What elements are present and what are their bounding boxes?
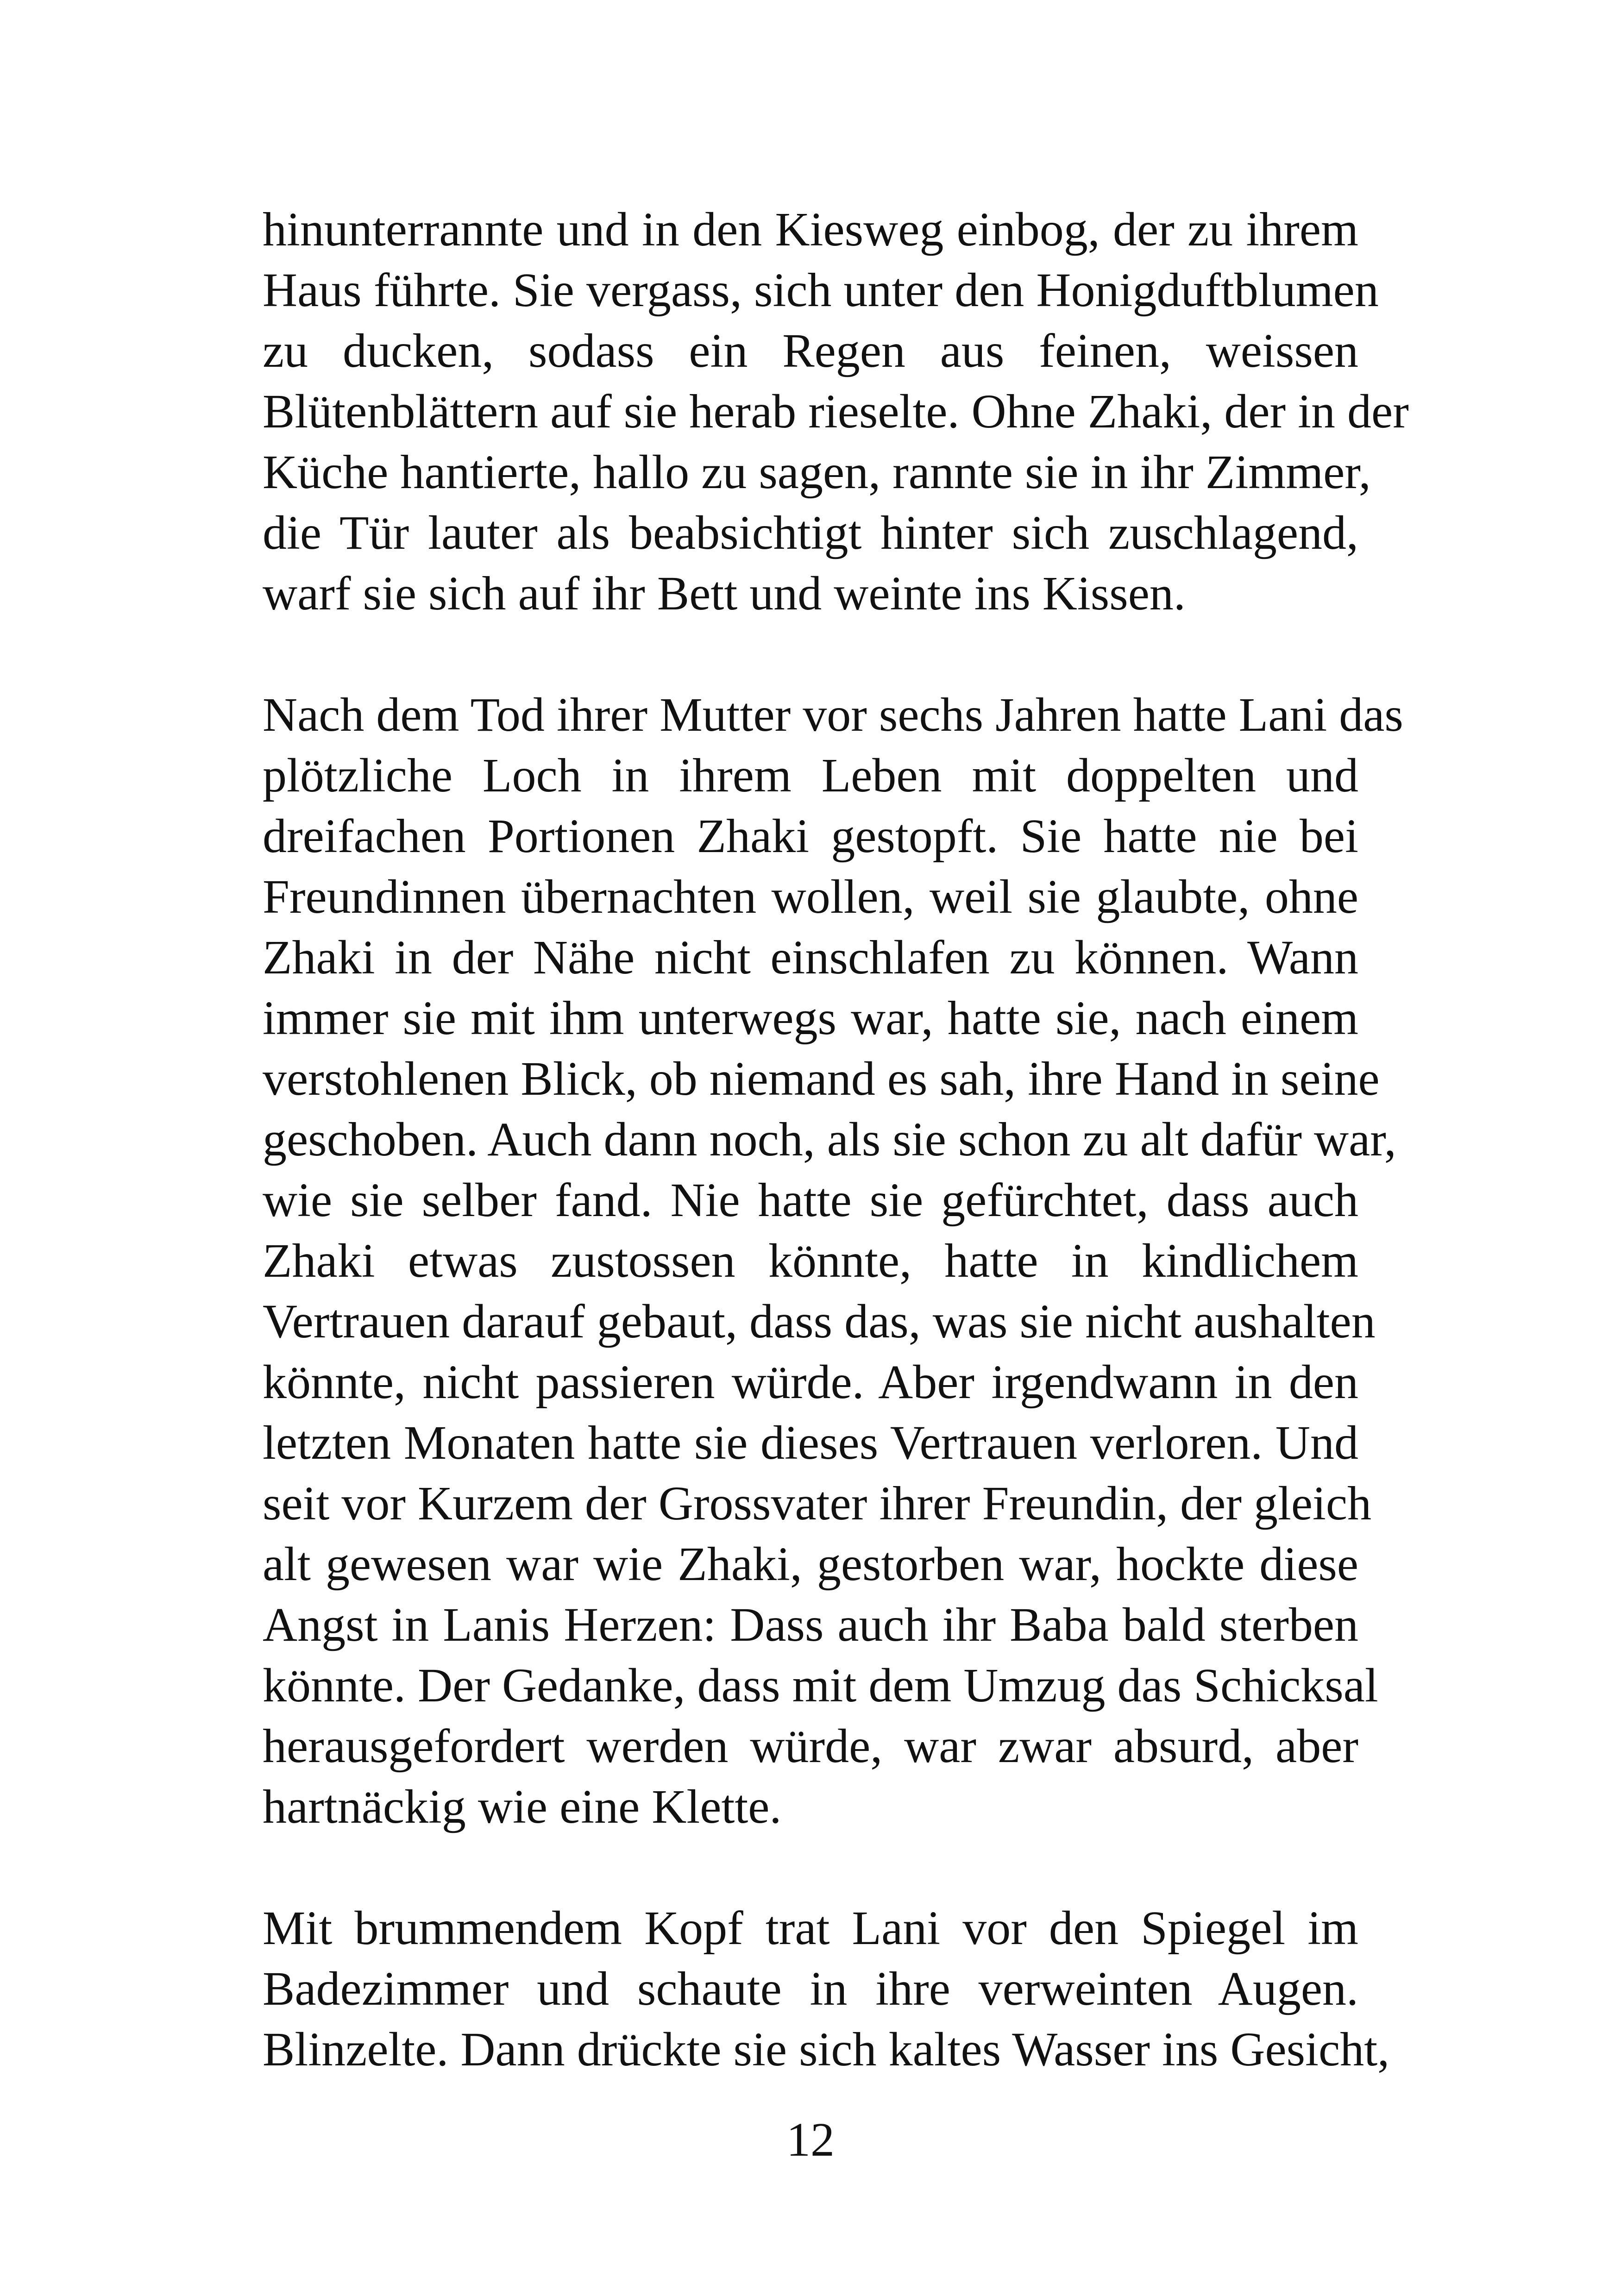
- text-line: hartnäckig wie eine Klette.: [263, 1780, 782, 1833]
- text-line: könnte. Der Gedanke, dass mit dem Umzug das Schicksal: [263, 1659, 1378, 1712]
- text-line: dreifachen Portionen Zhaki gestopft. Sie hatte nie bei: [263, 809, 1358, 863]
- text-line: Blütenblättern auf sie herab rieselte. Ohne Zhaki, der in der: [263, 385, 1409, 438]
- text-line: Nach dem Tod ihrer Mutter vor sechs Jahren hatte Lani das: [263, 688, 1403, 741]
- text-line: Haus führte. Sie vergass, sich unter den Honigduftblumen: [263, 263, 1379, 317]
- paragraph-1: [263, 199, 1409, 624]
- paragraph-gap: [263, 624, 1358, 684]
- text-line: Freundinnen übernachten wollen, weil sie glaubte, ohne: [263, 870, 1358, 923]
- text-line: Küche hantierte, hallo zu sagen, rannte sie in ihr Zimmer,: [263, 445, 1371, 499]
- text-line: Zhaki in der Nähe nicht einschlafen zu können. Wann: [263, 931, 1358, 984]
- text-line: Badezimmer und schaute in ihre verweinten Augen.: [263, 1962, 1358, 2015]
- text-line: Mit brummendem Kopf trat Lani vor den Spiegel im: [263, 1901, 1358, 1955]
- text-line: hinunterrannte und in den Kiesweg einbog, der zu ihrem: [263, 203, 1358, 256]
- paragraph-2: [263, 684, 1403, 1837]
- text-line: immer sie mit ihm unterwegs war, hatte sie, nach einem: [263, 991, 1358, 1045]
- text-line: seit vor Kurzem der Grossvater ihrer Freundin, der gleich: [263, 1477, 1372, 1530]
- paragraph-gap: [263, 1837, 1358, 1898]
- paragraph-3: [263, 1898, 1390, 2080]
- text-line: Vertrauen darauf gebaut, dass das, was sie nicht aushalten: [263, 1295, 1376, 1348]
- text-line: könnte, nicht passieren würde. Aber irgendwann in den: [263, 1355, 1358, 1409]
- page-number: 12: [786, 2113, 835, 2166]
- text-line: letzten Monaten hatte sie dieses Vertrauen verloren. Und: [263, 1416, 1358, 1469]
- text-line: herausgefordert werden würde, war zwar absurd, aber: [263, 1719, 1358, 1773]
- text-line: wie sie selber fand. Nie hatte sie gefürchtet, dass auch: [263, 1173, 1358, 1227]
- text-line: plötzliche Loch in ihrem Leben mit doppelten und: [263, 749, 1358, 802]
- text-line: zu ducken, sodass ein Regen aus feinen, weissen: [263, 324, 1358, 377]
- body-text: [263, 199, 1409, 2080]
- text-line: Zhaki etwas zustossen könnte, hatte in kindlichem: [263, 1234, 1358, 1287]
- text-line: Blinzelte. Dann drückte sie sich kaltes Wasser ins Gesicht,: [263, 2023, 1390, 2076]
- text-line: geschoben. Auch dann noch, als sie schon zu alt dafür war,: [263, 1113, 1396, 1166]
- text-line: die Tür lauter als beabsichtigt hinter sich zuschlagend,: [263, 506, 1358, 559]
- text-line: Angst in Lanis Herzen: Dass auch ihr Baba bald sterben: [263, 1598, 1358, 1651]
- text-line: warf sie sich auf ihr Bett und weinte ins Kissen.: [263, 567, 1186, 620]
- text-line: alt gewesen war wie Zhaki, gestorben war, hockte diese: [263, 1537, 1358, 1591]
- text-line: verstohlenen Blick, ob niemand es sah, ihre Hand in seine: [263, 1052, 1380, 1105]
